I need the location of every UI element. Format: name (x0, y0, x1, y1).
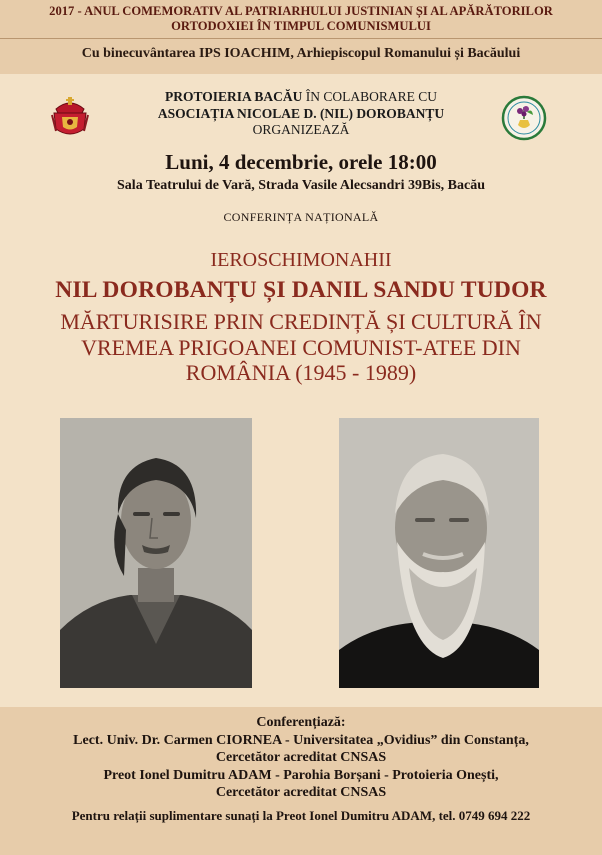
event-venue: Sala Teatrului de Vară, Strada Vasile Alecsandri 39Bis, Bacău (117, 178, 485, 193)
speaker-1-line-1: Lect. Univ. Dr. Carmen CIORNEA - Universitatea „Ovidius” din Constanța, (73, 732, 529, 748)
commemorative-line-1: 2017 - ANUL COMEMORATIV AL PATRIARHULUI JUSTINIAN ȘI AL APĂRĂTORILOR (49, 4, 553, 18)
subtitle-line-3: ROMÂNIA (1945 - 1989) (185, 360, 417, 385)
conference-type: CONFERINȚA NAȚIONALĂ (223, 210, 379, 224)
portrait-photo-right (339, 418, 539, 688)
header-divider (0, 38, 602, 39)
speaker-2-line-2: Cercetător acreditat CNSAS (215, 785, 387, 800)
blessing-line: Cu binecuvântarea IPS IOACHIM, Arhiepiscopul Romanului și Bacăului (81, 46, 521, 61)
speakers-block (0, 714, 602, 802)
organizes-label: ORGANIZEAZĂ (252, 122, 350, 137)
title-subtitle (0, 309, 602, 386)
title-names: NIL DOROBANȚU ȘI DANIL SANDU TUDOR (55, 277, 547, 303)
commemorative-line-2: ORTODOXIEI ÎN TIMPUL COMUNISMULUI (171, 19, 431, 33)
speakers-heading: Conferențiază: (256, 715, 346, 730)
contact-line: Pentru relații suplimentare sunați la Preot Ionel Dumitru ADAM, tel. 0749 694 222 (71, 808, 531, 823)
subtitle-line-2: VREMEA PRIGOANEI COMUNIST-ATEE DIN (81, 334, 521, 360)
association-logo-icon (501, 95, 547, 141)
collaboration-label: ÎN COLABORARE CU (302, 89, 438, 104)
title-prefix: IEROSCHIMONAHII (210, 249, 392, 271)
subtitle-line-1: MĂRTURISIRE PRIN CREDINȚĂ ȘI CULTURĂ ÎN (60, 309, 542, 334)
protoieria-bacau-label: PROTOIERIA BACĂU (164, 89, 303, 104)
portrait-photo-left (60, 418, 252, 688)
speaker-1-line-2: Cercetător acreditat CNSAS (215, 750, 387, 765)
association-name: ASOCIAȚIA NICOLAE D. (NIL) DOROBANȚU (157, 105, 445, 121)
event-date-time: Luni, 4 decembrie, orele 18:00 (165, 150, 437, 174)
commemorative-year-heading (0, 4, 602, 34)
speaker-2-line-1: Preot Ionel Dumitru ADAM - Parohia Borșani - Protoieria Onești, (103, 767, 499, 783)
